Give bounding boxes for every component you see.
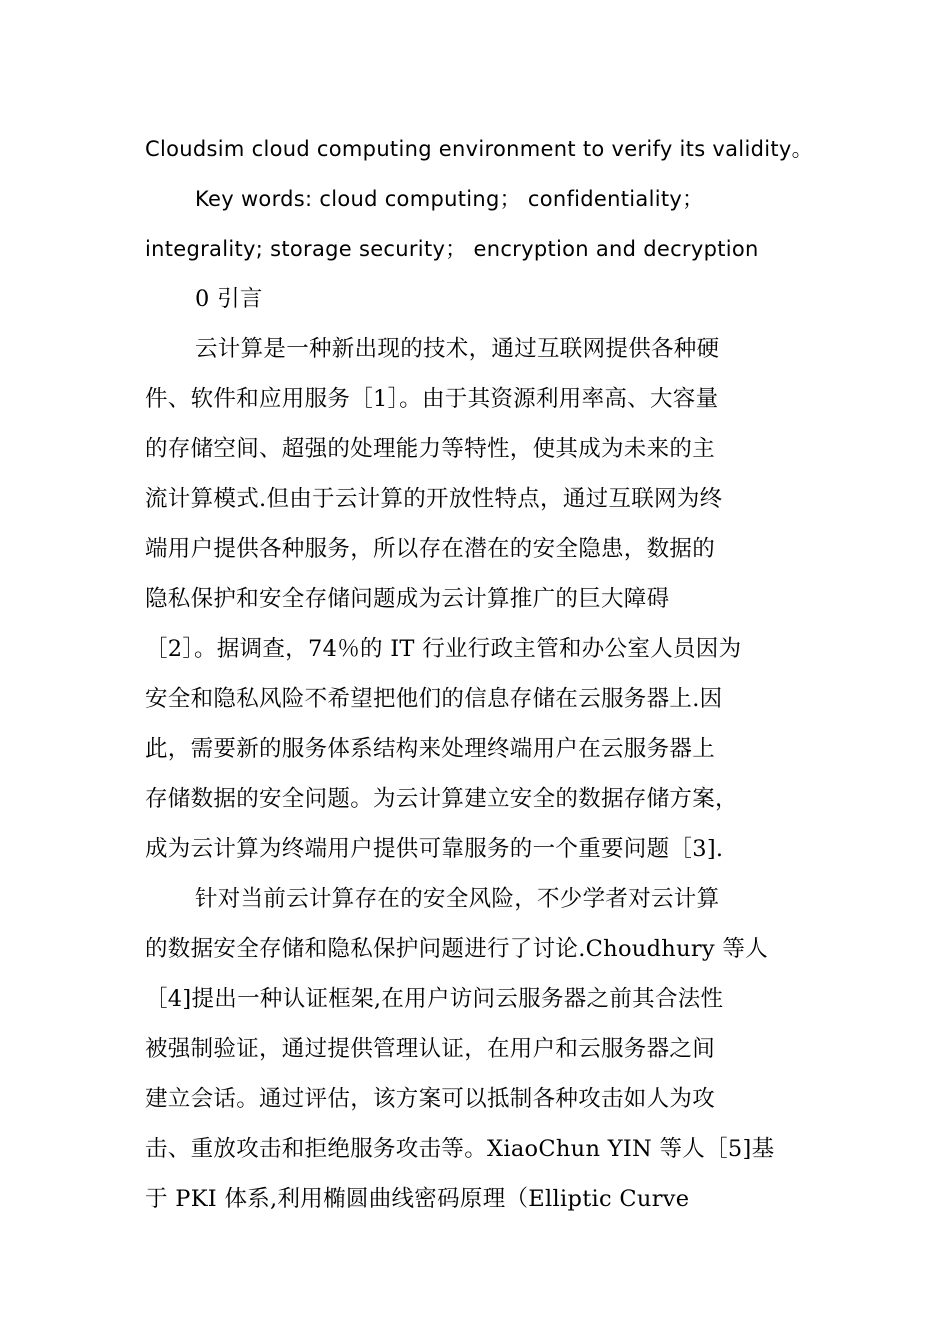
text-line: 成为云计算为终端用户提供可靠服务的一个重要问题［3]. — [145, 836, 724, 862]
text-line: 存储数据的安全问题。为云计算建立安全的数据存储方案， — [145, 786, 738, 812]
keywords-line: integrality; storage security； encryption and decryption — [145, 237, 759, 261]
text-line: ［2］。据调查，74％的 IT 行业行政主管和办公室人员因为 — [145, 636, 742, 662]
text-line: 流计算模式.但由于云计算的开放性特点，通过互联网为终 — [145, 486, 723, 512]
text-line: 端用户提供各种服务，所以存在潜在的安全隐患，数据的 — [145, 536, 716, 562]
text-line: 击、重放攻击和拒绝服务攻击等。XiaoChun YIN 等人［5]基 — [145, 1136, 775, 1162]
body-text — [145, 124, 813, 1224]
text-line: 于 PKI 体系,利用椭圆曲线密码原理（Elliptic Curve — [145, 1186, 690, 1212]
keywords-line: Key words: cloud computing； confidentiality； — [195, 187, 704, 211]
section-heading: 0 引言 — [195, 286, 263, 312]
text-line: 件、软件和应用服务［1］。由于其资源利用率高、大容量 — [145, 386, 719, 412]
text-line: 的存储空间、超强的处理能力等特性，使其成为未来的主 — [145, 436, 716, 462]
text-line: 隐私保护和安全存储问题成为云计算推广的巨大障碍 — [145, 586, 670, 612]
text-line: 云计算是一种新出现的技术，通过互联网提供各种硬 — [195, 336, 720, 362]
text-line: 针对当前云计算存在的安全风险，不少学者对云计算 — [195, 886, 720, 912]
text-line: 建立会话。通过评估，该方案可以抵制各种攻击如人为攻 — [145, 1086, 716, 1112]
text-line: 此，需要新的服务体系结构来处理终端用户在云服务器上 — [145, 736, 716, 762]
text-line: 的数据安全存储和隐私保护问题进行了讨论.Choudhury 等人 — [145, 936, 769, 962]
text-line: 被强制验证，通过提供管理认证，在用户和云服务器之间 — [145, 1036, 716, 1062]
text-line: 安全和隐私风险不希望把他们的信息存储在云服务器上.因 — [145, 686, 723, 712]
text-line: ［4]提出一种认证框架,在用户访问云服务器之前其合法性 — [145, 986, 724, 1012]
text-line: Cloudsim cloud computing environment to verify its validity。 — [145, 137, 813, 161]
